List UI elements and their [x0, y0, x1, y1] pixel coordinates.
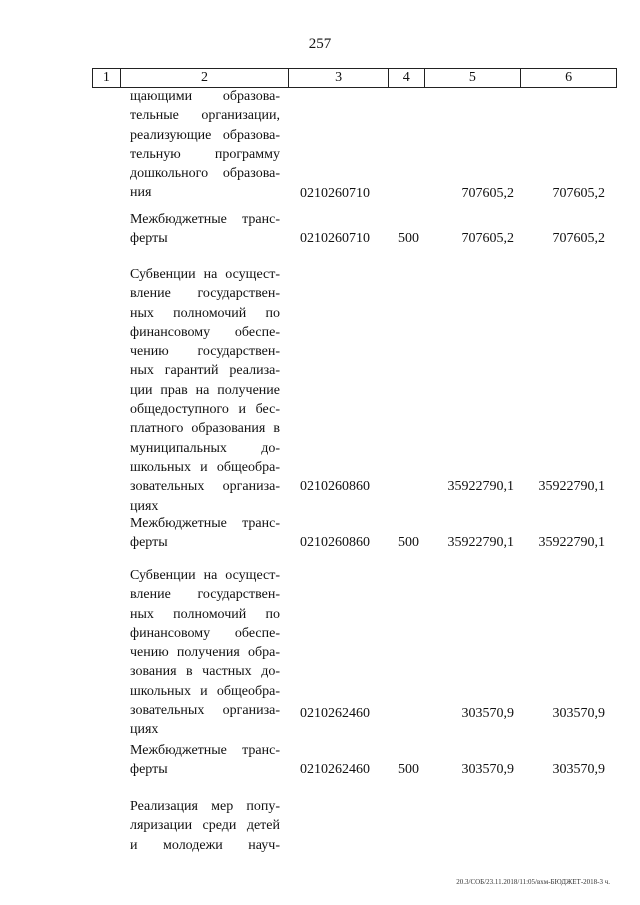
description-line: вление государствен- [130, 286, 280, 302]
description-line: чению государствен- [130, 344, 280, 360]
row-value-6: 35922790,1 [538, 535, 605, 551]
description-line: и молодежи науч- [130, 837, 280, 853]
row-code: 0210260710 [300, 185, 370, 201]
column-header-4: 4 [388, 69, 424, 88]
description-line: ных гарантий реализа- [130, 363, 280, 379]
row-code: 0210262460 [300, 762, 370, 778]
row-description [130, 265, 280, 516]
description-line: финансовому обеспе- [130, 324, 280, 340]
row-code: 0210260860 [300, 535, 370, 551]
description-line: Межбюджетные транс- [130, 743, 280, 758]
description-line: щающими образова- [130, 89, 280, 104]
description-line: общедоступного и бес- [130, 402, 280, 418]
description-line: Реализация мер попу- [130, 799, 280, 814]
description-line: вление государствен- [130, 587, 280, 603]
description-line: ных полномочий по [130, 305, 280, 321]
row-code: 0210260710 [300, 231, 370, 247]
description-line: Межбюджетные транс- [130, 212, 280, 227]
document-footer-stamp: 20.3/СОБ/23.11.2018/11:05/вхм-БЮДЖЕТ-2018-3 ч. [456, 878, 610, 886]
description-line: платного образования в [130, 421, 280, 437]
column-header-1: 1 [93, 69, 121, 88]
row-value-5: 303570,9 [461, 706, 514, 721]
row-value-5: 303570,9 [461, 762, 514, 778]
description-line: ферты [130, 231, 168, 247]
description-line: зования в частных до- [130, 664, 280, 680]
row-description [130, 797, 280, 855]
description-line: финансовому обеспе- [130, 625, 280, 641]
row-code: 0210262460 [300, 706, 370, 721]
column-header-3: 3 [289, 69, 389, 88]
row-type: 500 [398, 535, 419, 551]
row-value-5: 707605,2 [461, 231, 514, 247]
row-description [130, 87, 280, 203]
column-number-header [92, 68, 617, 88]
row-value-6: 707605,2 [552, 231, 605, 247]
row-description [130, 741, 280, 780]
column-header-6: 6 [521, 69, 617, 88]
row-value-6: 35922790,1 [538, 479, 605, 494]
description-line: зовательных организа- [130, 479, 280, 495]
description-line: ферты [130, 762, 168, 778]
description-line: ферты [130, 535, 168, 551]
description-line: циях [130, 722, 159, 738]
description-line: Субвенции на осущест- [130, 267, 280, 282]
row-value-5: 35922790,1 [447, 535, 514, 551]
row-value-5: 35922790,1 [447, 479, 514, 494]
page-number: 257 [308, 36, 332, 52]
description-line: зовательных организа- [130, 703, 280, 719]
column-header-2: 2 [120, 69, 289, 88]
row-value-5: 707605,2 [461, 185, 514, 201]
row-value-6: 707605,2 [552, 185, 605, 201]
row-type: 500 [398, 762, 419, 778]
description-line: чению получения обра- [130, 645, 280, 661]
row-description [130, 210, 280, 249]
row-description [130, 514, 280, 553]
description-line: муниципальных до- [130, 440, 280, 456]
row-value-6: 303570,9 [552, 706, 605, 721]
description-line: циях [130, 498, 159, 514]
description-line: реализующие образова- [130, 127, 280, 143]
row-value-6: 303570,9 [552, 762, 605, 778]
row-code: 0210260860 [300, 479, 370, 494]
description-line: ляризации среди детей [130, 818, 280, 834]
description-line: ных полномочий по [130, 606, 280, 622]
description-line: Субвенции на осущест- [130, 568, 280, 583]
description-line: ния [130, 185, 152, 201]
row-type: 500 [398, 231, 419, 247]
description-line: дошкольного образова- [130, 166, 280, 182]
description-line: тельную программу [130, 146, 280, 162]
description-line: Межбюджетные транс- [130, 516, 280, 531]
column-header-5: 5 [424, 69, 521, 88]
description-line: школьных и общеобра- [130, 459, 280, 475]
row-description [130, 566, 280, 740]
description-line: ции прав на получение [130, 382, 280, 398]
description-line: тельные организации, [130, 108, 280, 124]
description-line: школьных и общеобра- [130, 683, 280, 699]
